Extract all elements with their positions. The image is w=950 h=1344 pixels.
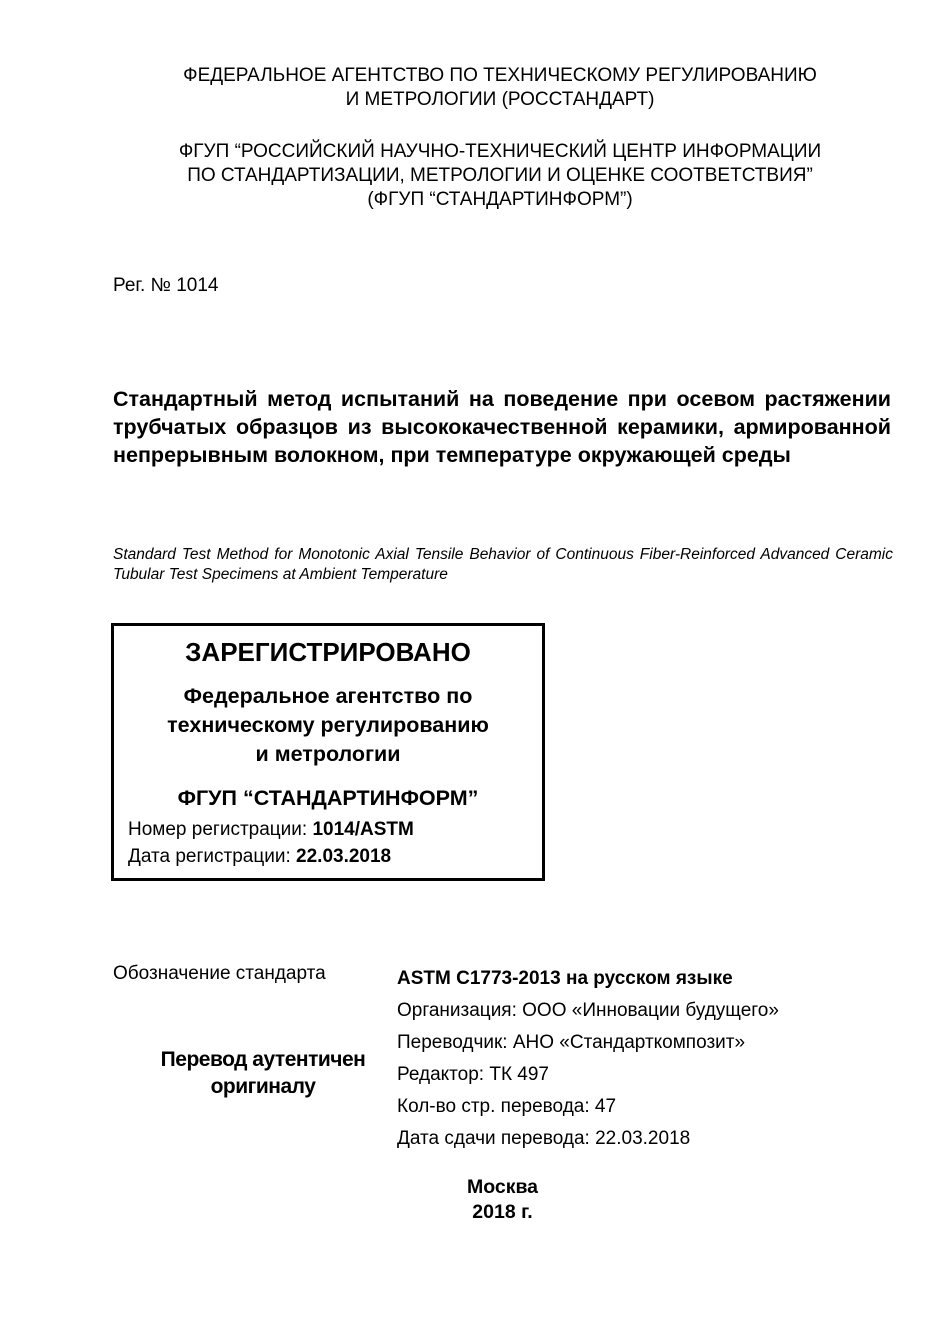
- document-title-ru: Стандартный метод испытаний на поведение при осевом растяжении трубчатых образцов из высококачественной керамики, армированной непрерывным волокном, при температуре окружающей среды: [113, 387, 891, 467]
- standard-designation: ASTM C1773-2013 на русском языке: [397, 968, 733, 989]
- stamp-reg-label: Номер регистрации:: [128, 819, 313, 840]
- stamp-reg-date: [128, 845, 391, 869]
- detail-pages: Кол-во стр. перевода: 47: [397, 1096, 617, 1117]
- registration-number: Рег. № 1014: [113, 275, 219, 296]
- footer-city: Москва: [466, 1176, 539, 1198]
- org-line: (ФГУП “СТАНДАРТИНФОРМ”): [367, 189, 633, 210]
- authentic-line: Перевод аутентичен: [160, 1048, 366, 1071]
- agency-header: [90, 64, 910, 112]
- translation-details: [397, 963, 779, 1155]
- authentic-line: оригиналу: [210, 1075, 316, 1098]
- stamp-fgup: ФГУП “СТАНДАРТИНФОРМ”: [177, 786, 479, 810]
- registration-stamp: [111, 623, 545, 881]
- org-line: ФГУП “РОССИЙСКИЙ НАУЧНО-ТЕХНИЧЕСКИЙ ЦЕНТР ИНФОРМАЦИИ: [178, 141, 822, 162]
- agency-line: И МЕТРОЛОГИИ (РОССТАНДАРТ): [345, 89, 655, 110]
- stamp-agency-line: техническому регулированию: [167, 713, 489, 737]
- agency-line: ФЕДЕРАЛЬНОЕ АГЕНТСТВО ПО ТЕХНИЧЕСКОМУ РЕГУЛИРОВАНИЮ: [183, 65, 817, 86]
- detail-editor: Редактор: ТК 497: [397, 1064, 549, 1085]
- detail-organization: Организация: ООО «Инновации будущего»: [397, 1000, 779, 1021]
- detail-translator: Переводчик: АНО «Стандарткомпозит»: [397, 1032, 746, 1053]
- stamp-date-label: Дата регистрации:: [128, 846, 297, 867]
- stamp-title: ЗАРЕГИСТРИРОВАНО: [185, 637, 471, 667]
- footer-year: 2018 г.: [472, 1201, 533, 1223]
- stamp-reg-value: 1014/ASTM: [312, 819, 414, 840]
- stamp-reg-number: [128, 818, 414, 842]
- footer-place-year: [400, 1175, 605, 1225]
- stamp-agency-line: Федеральное агентство по: [183, 684, 473, 708]
- organization-header: [90, 140, 910, 212]
- stamp-agency-line: и метрологии: [255, 742, 401, 766]
- designation-label: Обозначение стандарта: [113, 963, 326, 984]
- stamp-agency: [114, 682, 542, 769]
- document-title-en: Standard Test Method for Monotonic Axial Tensile Behavior of Continuous Fiber-Reinforced Advanced Ceramic Tubular Test Specimens at Ambient Temperature: [113, 546, 893, 583]
- stamp-date-value: 22.03.2018: [296, 846, 392, 867]
- detail-delivery-date: Дата сдачи перевода: 22.03.2018: [397, 1128, 691, 1149]
- authentic-note: [113, 1046, 413, 1100]
- org-line: ПО СТАНДАРТИЗАЦИИ, МЕТРОЛОГИИ И ОЦЕНКЕ СООТВЕТСТВИЯ”: [187, 165, 813, 186]
